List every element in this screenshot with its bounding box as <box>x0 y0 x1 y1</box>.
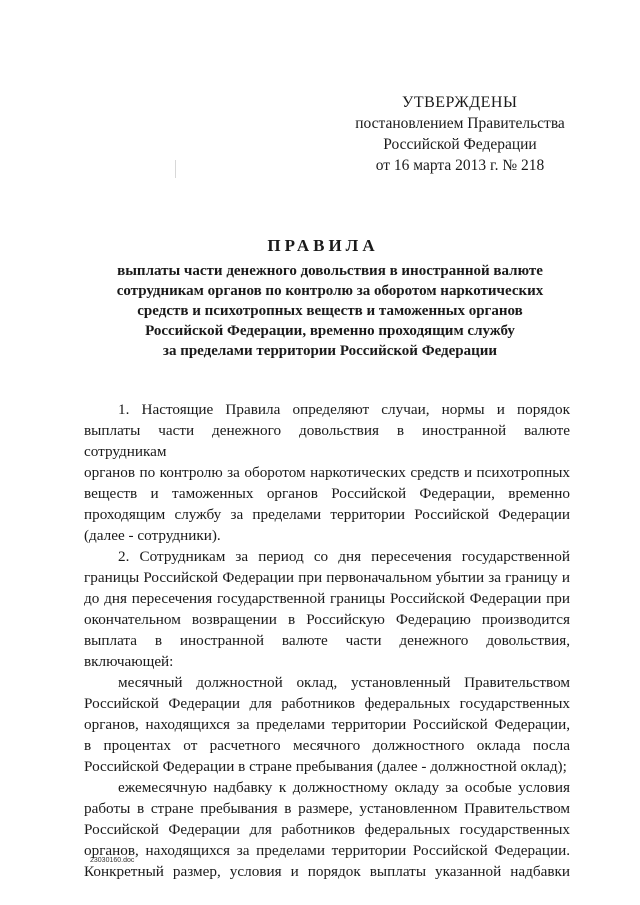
approval-heading: УТВЕРЖДЕНЫ <box>402 94 518 111</box>
body-line: проходящим службу за пределами территории Российской Федерации <box>84 506 570 523</box>
body-line: органов, находящихся за пределами территории Российской Федерации. <box>84 842 570 859</box>
body-line: Российской Федерации в стране пребывания (далее - должностной оклад); <box>84 758 567 775</box>
body-line: до дня пересечения государственной границы Российской Федерации при <box>84 590 570 607</box>
subtitle-line: Российской Федерации, временно проходящим службу <box>145 323 515 339</box>
body-line: включающей: <box>84 653 174 670</box>
approval-date: от 16 марта 2013 г. № 218 <box>375 157 545 174</box>
body-line: органов по контролю за оборотом наркотических средств и психотропных <box>84 464 570 481</box>
document-subtitle <box>95 261 565 361</box>
subtitle-line: сотрудникам органов по контролю за оборотом наркотических <box>116 283 544 299</box>
body-line: месячный должностной оклад, установленный Правительством <box>118 674 570 691</box>
body-line: Российской Федерации для работников федеральных государственных <box>84 695 570 712</box>
body-line: ежемесячную надбавку к должностному окладу за особые условия <box>118 779 570 796</box>
body-line: (далее - сотрудники). <box>84 527 221 544</box>
subtitle-line: средств и психотропных веществ и таможенных органов <box>137 303 523 319</box>
footer-file-code: 23030160.doc <box>90 857 135 864</box>
approval-block <box>340 92 580 176</box>
body-line: выплаты части денежного довольствия в иностранной валюте сотрудникам <box>84 422 570 460</box>
document-body <box>84 399 570 882</box>
body-line: веществ и таможенных органов Российской Федерации, временно <box>84 485 570 502</box>
subtitle-line: выплаты части денежного довольствия в иностранной валюте <box>117 263 543 279</box>
subtitle-line: за пределами территории Российской Федерации <box>162 343 498 359</box>
body-line: Конкретный размер, условия и порядок выплаты указанной надбавки <box>84 863 570 880</box>
scan-mark <box>175 160 176 178</box>
body-line: окончательном возвращении в Российскую Федерацию производится <box>84 611 570 628</box>
body-line: 2. Сотрудникам за период со дня пересечения государственной <box>118 548 570 565</box>
body-line: работы в стране пребывания в размере, установленном Правительством <box>84 800 570 817</box>
approval-line-2: Российской Федерации <box>383 136 537 153</box>
document-title: ПРАВИЛА <box>267 236 379 255</box>
body-line: 1. Настоящие Правила определяют случаи, нормы и порядок <box>118 401 570 418</box>
body-line: границы Российской Федерации при первоначальном убытии за границу и <box>84 569 570 586</box>
body-line: в процентах от расчетного месячного должностного оклада посла <box>84 737 570 754</box>
body-line: Российской Федерации для работников федеральных государственных <box>84 821 570 838</box>
approval-line-1: постановлением Правительства <box>355 115 565 132</box>
body-line: выплата в иностранной валюте части денежного довольствия, <box>84 632 570 649</box>
body-line: органов, находящихся за пределами территории Российской Федерации, <box>84 716 570 733</box>
